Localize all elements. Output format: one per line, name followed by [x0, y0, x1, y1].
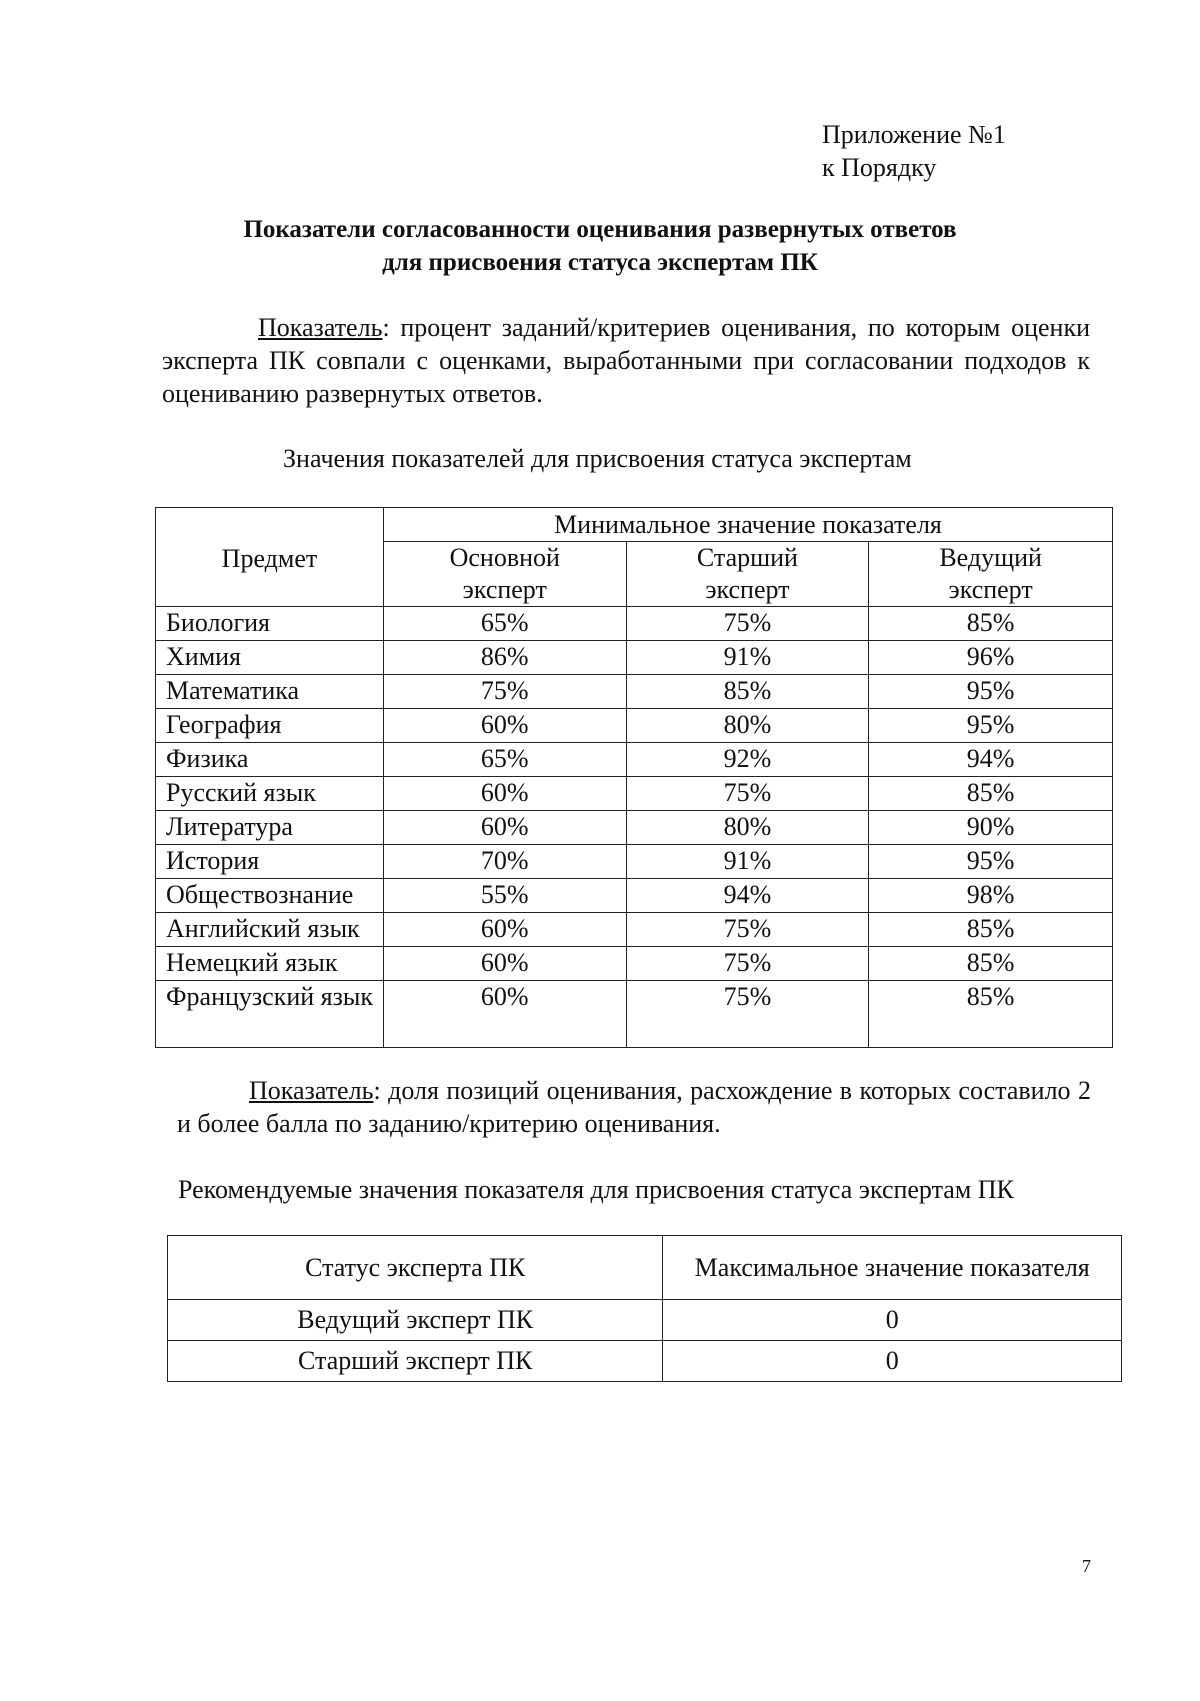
max-value-column-header: Максимальное значение показателя — [663, 1236, 1122, 1300]
subject-cell: Математика — [156, 675, 384, 709]
value-cell: 60% — [383, 709, 626, 743]
appendix-note — [822, 118, 1006, 184]
column-header-line: Старший — [696, 543, 798, 572]
table-row — [156, 743, 1113, 777]
document-title — [150, 213, 1050, 279]
value-cell: 94% — [869, 743, 1113, 777]
subject-cell: Литература — [156, 811, 384, 845]
column-header-line: эксперт — [462, 575, 547, 604]
indicator-2-text: : доля позиций оценивания, расхождение в которых составило 2 и более балла по заданию/критерию оценивания. — [177, 1076, 1091, 1138]
value-cell: 60% — [383, 947, 626, 981]
indicator-2-label: Показатель — [249, 1076, 374, 1105]
table-row — [156, 675, 1113, 709]
subject-cell: Физика — [156, 743, 384, 777]
value-cell: 0 — [663, 1341, 1122, 1382]
value-cell: 60% — [383, 811, 626, 845]
appendix-line-2: к Порядку — [822, 153, 937, 182]
subject-cell: Биология — [156, 607, 384, 641]
table-row — [168, 1341, 1122, 1382]
value-cell: 91% — [626, 641, 869, 675]
value-cell: 95% — [869, 675, 1113, 709]
table-row — [156, 811, 1113, 845]
indicator-1-label: Показатель — [258, 313, 383, 342]
value-cell: 70% — [383, 845, 626, 879]
table-row — [168, 1300, 1122, 1341]
table-row — [156, 981, 1113, 1048]
value-cell: 85% — [869, 947, 1113, 981]
value-cell: 65% — [383, 743, 626, 777]
value-cell: 85% — [869, 981, 1113, 1048]
table-row — [156, 913, 1113, 947]
value-cell: 60% — [383, 913, 626, 947]
table-2-caption: Рекомендуемые значения показателя для присвоения статуса экспертам ПК — [178, 1175, 1014, 1204]
value-cell: 75% — [626, 981, 869, 1048]
value-cell: 0 — [663, 1300, 1122, 1341]
indicator-2-paragraph — [177, 1074, 1091, 1140]
value-cell: 95% — [869, 845, 1113, 879]
title-line-2: для присвоения статуса экспертам ПК — [382, 249, 818, 276]
status-cell: Ведущий эксперт ПК — [168, 1300, 663, 1341]
table-row — [156, 709, 1113, 743]
status-cell: Старший эксперт ПК — [168, 1341, 663, 1382]
table-row — [156, 845, 1113, 879]
value-cell: 85% — [869, 777, 1113, 811]
min-value-group-header: Минимальное значение показателя — [383, 508, 1112, 542]
min-values-table — [155, 507, 1113, 1048]
table-row — [156, 641, 1113, 675]
value-cell: 85% — [869, 607, 1113, 641]
page-number: 7 — [1082, 1556, 1091, 1576]
table-1-caption: Значения показателей для присвоения статуса экспертам — [283, 444, 912, 473]
table-1-header-row — [156, 508, 1113, 542]
value-cell: 80% — [626, 811, 869, 845]
value-cell: 75% — [626, 913, 869, 947]
column-header-basic-expert — [383, 542, 626, 607]
value-cell: 75% — [626, 777, 869, 811]
subject-cell: География — [156, 709, 384, 743]
table-row — [156, 879, 1113, 913]
subject-cell: Французский язык — [156, 981, 384, 1048]
value-cell: 75% — [383, 675, 626, 709]
column-header-lead-expert — [869, 542, 1113, 607]
column-header-line: эксперт — [705, 575, 790, 604]
max-values-table — [167, 1235, 1122, 1382]
value-cell: 60% — [383, 981, 626, 1048]
title-line-1: Показатели согласованности оценивания развернутых ответов — [243, 216, 957, 243]
value-cell: 94% — [626, 879, 869, 913]
value-cell: 55% — [383, 879, 626, 913]
value-cell: 92% — [626, 743, 869, 777]
value-cell: 91% — [626, 845, 869, 879]
subject-header: Предмет — [156, 508, 384, 607]
value-cell: 85% — [869, 913, 1113, 947]
value-cell: 75% — [626, 947, 869, 981]
column-header-line: эксперт — [948, 575, 1033, 604]
value-cell: 95% — [869, 709, 1113, 743]
table-row — [156, 947, 1113, 981]
table-row — [156, 607, 1113, 641]
table-row — [156, 777, 1113, 811]
value-cell: 86% — [383, 641, 626, 675]
value-cell: 80% — [626, 709, 869, 743]
column-header-line: Ведущий — [939, 543, 1042, 572]
status-column-header: Статус эксперта ПК — [168, 1236, 663, 1300]
subject-cell: Обществознание — [156, 879, 384, 913]
subject-cell: Русский язык — [156, 777, 384, 811]
value-cell: 90% — [869, 811, 1113, 845]
indicator-1-paragraph — [162, 311, 1090, 410]
subject-cell: История — [156, 845, 384, 879]
value-cell: 85% — [626, 675, 869, 709]
value-cell: 75% — [626, 607, 869, 641]
value-cell: 65% — [383, 607, 626, 641]
appendix-line-1: Приложение №1 — [822, 120, 1006, 149]
subject-cell: Химия — [156, 641, 384, 675]
value-cell: 60% — [383, 777, 626, 811]
value-cell: 96% — [869, 641, 1113, 675]
indicator-1-text: : процент заданий/критериев оценивания, по которым оценки эксперта ПК совпали с оценками, выработанными при согласовании подходов к оцениванию развернутых ответов. — [162, 313, 1090, 408]
subject-cell: Немецкий язык — [156, 947, 384, 981]
table-2-header-row — [168, 1236, 1122, 1300]
column-header-senior-expert — [626, 542, 869, 607]
subject-cell: Английский язык — [156, 913, 384, 947]
value-cell: 98% — [869, 879, 1113, 913]
column-header-line: Основной — [449, 543, 560, 572]
